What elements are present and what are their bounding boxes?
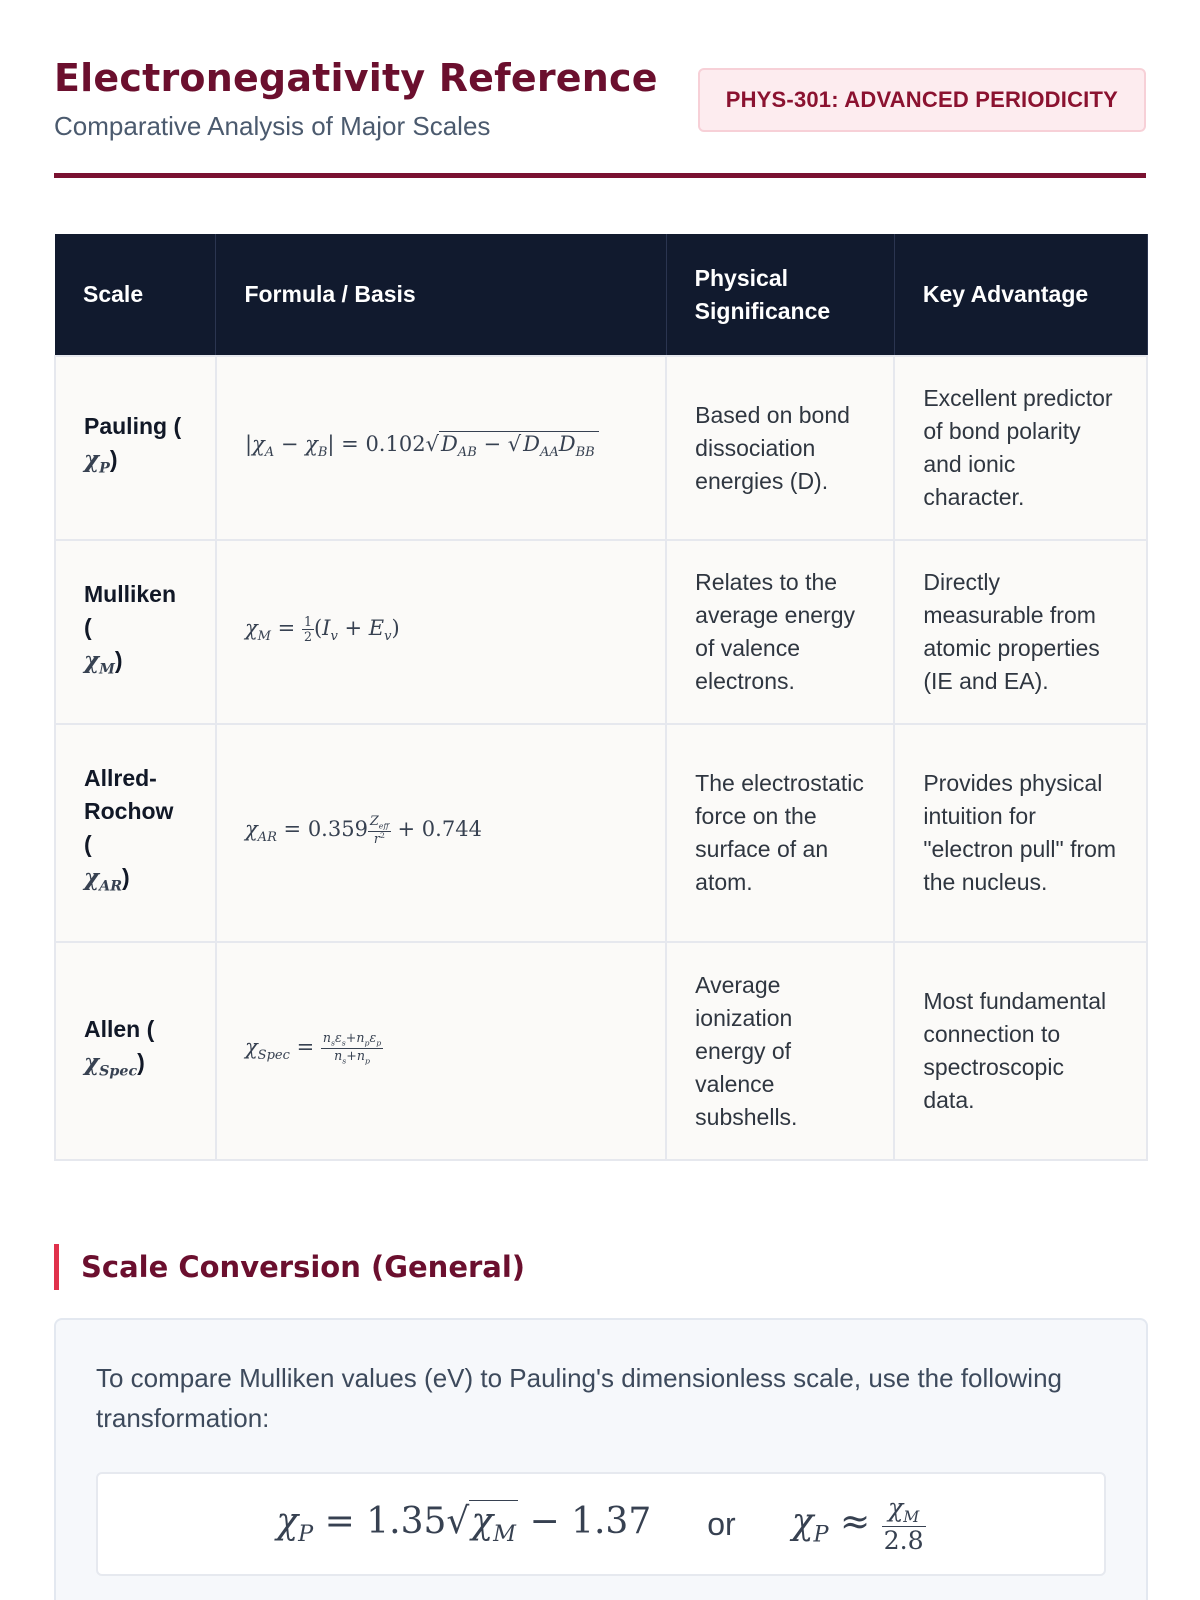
scale-symbol: $\chi_P$ [84,446,110,477]
scale-cell: Allred-Rochow ( $\chi_{AR}$) [55,724,216,942]
section-title: Scale Conversion (General) [54,1244,525,1290]
conversion-formula-sqrt: $\chi_P = 1.35√\chi_M - 1.37$ [276,1500,652,1548]
significance-cell: Based on bond dissociation energies (D). [666,356,894,540]
header [54,0,1146,178]
column-header-formula: Formula / Basis [216,234,666,356]
conversion-text: To compare Mulliken values (eV) to Pauling's dimensionless scale, use the following transformation: [96,1363,1062,1433]
conversion-formula [96,1472,1106,1576]
significance-cell: Relates to the average energy of valence electrons. [666,540,894,724]
allred-rochow-formula: $\chi_{AR} = 0.359$ $\frac{Z_{eff}}{r^2}$ + 0.744 [244,813,482,847]
advantage-cell: Excellent predictor of bond polarity and ionic character. [894,356,1147,540]
title-block [54,54,658,142]
page-title: Electronegativity Reference [54,56,658,100]
page-subtitle: Comparative Analysis of Major Scales [54,111,491,141]
scale-cell: Allen ( $\chi_{Spec}$) [55,942,216,1160]
table-row [55,724,1147,942]
advantage-cell: Provides physical intuition for "electron pull" from the nucleus. [894,724,1147,942]
formula-cell [216,356,666,540]
advantage-cell: Most fundamental connection to spectroscopic data. [894,942,1147,1160]
scales-table [54,234,1148,1161]
scale-cell: Pauling ( $\chi_P$) [55,356,216,540]
or-label: or [707,1505,736,1542]
scale-name: Pauling ( [84,413,182,440]
conversion-box [54,1318,1148,1600]
scale-symbol: $\chi_M$ [84,646,115,678]
formula-cell [216,724,666,942]
conversion-formula-approx: $\chi_P$ ≈ $\frac{\chi_M}{2.8}$ [791,1492,924,1555]
course-badge: PHYS-301: ADVANCED PERIODICITY [698,68,1146,132]
column-header-scale: Scale [55,234,216,356]
column-header-advantage: Key Advantage [894,234,1147,356]
table-header-row [55,234,1147,356]
scale-cell: Mulliken ( $\chi_M$) [55,540,216,724]
scale-symbol: $\chi_{Spec}$ [84,1049,138,1080]
advantage-cell: Directly measurable from atomic properties (IE and EA). [894,540,1147,724]
column-header-significance: Physical Significance [666,234,894,356]
table-row [55,942,1147,1160]
formula-cell [216,540,666,724]
formula-cell [216,942,666,1160]
pauling-formula: $|\chi_A - \chi_B| = 0.102√D_{AB} - √D_{AA}D_{BB}$ [245,432,599,456]
scale-symbol: $\chi_{AR}$ [84,864,123,895]
significance-cell: The electrostatic force on the surface of an atom. [666,724,894,942]
table-row [55,356,1147,540]
scale-name: Allred-Rochow ( [84,765,174,858]
scale-name: Mulliken ( [84,580,177,640]
scale-name: Allen ( [84,1016,155,1043]
table-row [55,540,1147,724]
significance-cell: Average ionization energy of valence subshells. [666,942,894,1160]
allen-formula: $\chi_{Spec}$ = $\frac{n_s\varepsilon_s+n_p\varepsilon_p}{n_s+n_p}$ [244,1029,382,1066]
mulliken-formula: $\chi_M$ = $\frac{1}{2}$ $(I_v + E_v)$ [244,614,400,645]
